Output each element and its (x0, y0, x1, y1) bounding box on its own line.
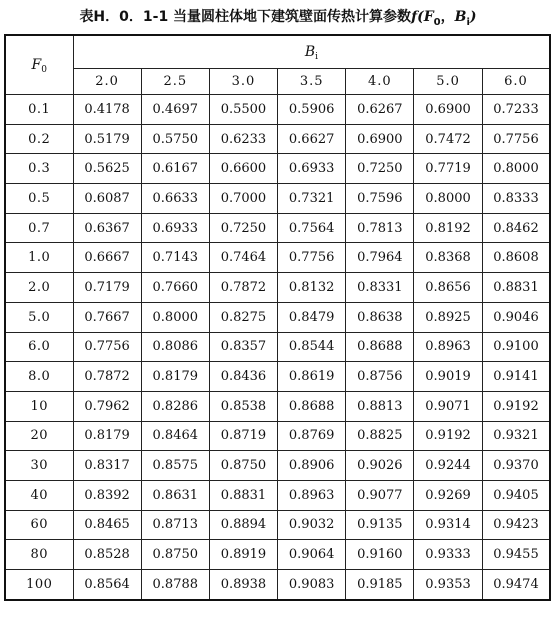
table-cell: 0.8000 (482, 154, 550, 184)
table-cell: 0.8528 (73, 540, 141, 570)
table-cell: 0.7179 (73, 273, 141, 303)
row-label-f0: 0.2 (5, 124, 73, 154)
table-cell: 0.8769 (278, 421, 346, 451)
table-cell: 0.4697 (141, 95, 209, 125)
table-cell: 0.8831 (482, 273, 550, 303)
row-header-var: F (31, 57, 42, 73)
table-cell: 0.9192 (482, 391, 550, 421)
table-cell: 0.8750 (141, 540, 209, 570)
table-cell: 0.7667 (73, 302, 141, 332)
table-title-prefix: 表H．0．1-1 当量圆柱体地下建筑壁面传热计算参数 (79, 9, 412, 25)
table-cell: 0.8464 (141, 421, 209, 451)
row-label-f0: 6.0 (5, 332, 73, 362)
table-cell: 0.8333 (482, 184, 550, 214)
table-cell: 0.9046 (482, 302, 550, 332)
table-title (0, 6, 556, 28)
table-cell: 0.6900 (346, 124, 414, 154)
table-cell: 0.8608 (482, 243, 550, 273)
table-cell: 0.7964 (346, 243, 414, 273)
row-label-f0: 20 (5, 421, 73, 451)
table-cell: 0.8825 (346, 421, 414, 451)
table-row (5, 184, 550, 214)
table-row (5, 95, 550, 125)
table-row (5, 362, 550, 392)
table-cell: 0.6627 (278, 124, 346, 154)
row-label-f0: 80 (5, 540, 73, 570)
column-header: 3.0 (209, 69, 277, 95)
table-cell: 0.9423 (482, 510, 550, 540)
table-cell: 0.5500 (209, 95, 277, 125)
table-cell: 0.9192 (414, 421, 482, 451)
table-cell: 0.8925 (414, 302, 482, 332)
header-row-group (5, 35, 550, 69)
table-cell: 0.8479 (278, 302, 346, 332)
table-cell: 0.8179 (141, 362, 209, 392)
table-cell: 0.7962 (73, 391, 141, 421)
table-cell: 0.9019 (414, 362, 482, 392)
table-cell: 0.6933 (278, 154, 346, 184)
table-row (5, 243, 550, 273)
table-cell: 0.7000 (209, 184, 277, 214)
table-cell: 0.7596 (346, 184, 414, 214)
table-cell: 0.8813 (346, 391, 414, 421)
table-title-function: f( (411, 9, 424, 25)
table-row (5, 302, 550, 332)
table-cell: 0.8179 (73, 421, 141, 451)
table-cell: 0.8392 (73, 480, 141, 510)
column-header: 2.5 (141, 69, 209, 95)
table-row (5, 124, 550, 154)
column-header-row (5, 69, 550, 95)
table-row (5, 540, 550, 570)
table-cell: 0.8963 (414, 332, 482, 362)
row-label-f0: 0.1 (5, 95, 73, 125)
table-cell: 0.8638 (346, 302, 414, 332)
parameter-table (4, 34, 551, 601)
row-label-f0: 2.0 (5, 273, 73, 303)
table-cell: 0.5750 (141, 124, 209, 154)
table-cell: 0.9141 (482, 362, 550, 392)
table-cell: 0.8132 (278, 273, 346, 303)
table-cell: 0.8688 (346, 332, 414, 362)
table-cell: 0.8656 (414, 273, 482, 303)
table-cell: 0.9244 (414, 451, 482, 481)
table-row (5, 213, 550, 243)
table-cell: 0.8631 (141, 480, 209, 510)
row-header-f0 (5, 35, 73, 95)
table-row (5, 451, 550, 481)
table-body (5, 95, 550, 600)
table-cell: 0.7872 (73, 362, 141, 392)
table-cell: 0.9083 (278, 570, 346, 600)
table-cell: 0.7233 (482, 95, 550, 125)
table-cell: 0.5625 (73, 154, 141, 184)
row-label-f0: 0.7 (5, 213, 73, 243)
row-label-f0: 40 (5, 480, 73, 510)
table-cell: 0.8564 (73, 570, 141, 600)
table-cell: 0.7756 (278, 243, 346, 273)
table-cell: 0.6633 (141, 184, 209, 214)
table-cell: 0.9160 (346, 540, 414, 570)
table-cell: 0.9474 (482, 570, 550, 600)
table-row (5, 154, 550, 184)
table-cell: 0.8713 (141, 510, 209, 540)
table-cell: 0.8963 (278, 480, 346, 510)
table-cell: 0.8719 (209, 421, 277, 451)
column-header: 3.5 (278, 69, 346, 95)
table-cell: 0.8831 (209, 480, 277, 510)
table-cell: 0.7250 (346, 154, 414, 184)
table-cell: 0.8331 (346, 273, 414, 303)
table-cell: 0.6667 (73, 243, 141, 273)
row-label-f0: 10 (5, 391, 73, 421)
table-cell: 0.9455 (482, 540, 550, 570)
table-cell: 0.7872 (209, 273, 277, 303)
table-cell: 0.8894 (209, 510, 277, 540)
table-title-var-b-subscript: i (466, 17, 470, 28)
table-cell: 0.9314 (414, 510, 482, 540)
table-cell: 0.5179 (73, 124, 141, 154)
table-cell: 0.7660 (141, 273, 209, 303)
table-title-var-f: F (423, 9, 434, 25)
row-label-f0: 0.3 (5, 154, 73, 184)
table-cell: 0.7250 (209, 213, 277, 243)
table-cell: 0.4178 (73, 95, 141, 125)
table-cell: 0.9064 (278, 540, 346, 570)
table-cell: 0.8919 (209, 540, 277, 570)
table-cell: 0.6267 (346, 95, 414, 125)
table-cell: 0.5906 (278, 95, 346, 125)
table-cell: 0.9032 (278, 510, 346, 540)
table-cell: 0.9405 (482, 480, 550, 510)
row-label-f0: 30 (5, 451, 73, 481)
table-cell: 0.7464 (209, 243, 277, 273)
table-cell: 0.6087 (73, 184, 141, 214)
table-cell: 0.9135 (346, 510, 414, 540)
table-title-close: ) (469, 9, 477, 25)
table-row (5, 332, 550, 362)
table-cell: 0.7564 (278, 213, 346, 243)
row-label-f0: 60 (5, 510, 73, 540)
table-cell: 0.8465 (73, 510, 141, 540)
table-cell: 0.6233 (209, 124, 277, 154)
column-group-var: B (304, 44, 316, 60)
table-cell: 0.9185 (346, 570, 414, 600)
table-title-var-f-subscript: 0 (433, 17, 441, 28)
table-cell: 0.9370 (482, 451, 550, 481)
table-cell: 0.9077 (346, 480, 414, 510)
table-cell: 0.8317 (73, 451, 141, 481)
column-group-header-bi (73, 35, 550, 69)
table-cell: 0.6367 (73, 213, 141, 243)
table-cell: 0.6167 (141, 154, 209, 184)
table-cell: 0.8688 (278, 391, 346, 421)
table-cell: 0.8192 (414, 213, 482, 243)
table-cell: 0.7321 (278, 184, 346, 214)
row-header-subscript: 0 (41, 65, 47, 75)
column-header: 5.0 (414, 69, 482, 95)
table-cell: 0.8906 (278, 451, 346, 481)
table-cell: 0.8368 (414, 243, 482, 273)
table-cell: 0.8357 (209, 332, 277, 362)
table-cell: 0.8750 (209, 451, 277, 481)
table-cell: 0.6900 (414, 95, 482, 125)
table-cell: 0.7813 (346, 213, 414, 243)
table-row (5, 510, 550, 540)
table-cell: 0.8286 (141, 391, 209, 421)
table-cell: 0.7472 (414, 124, 482, 154)
row-label-f0: 1.0 (5, 243, 73, 273)
table-cell: 0.9353 (414, 570, 482, 600)
row-label-f0: 8.0 (5, 362, 73, 392)
table-cell: 0.8756 (346, 362, 414, 392)
table-cell: 0.8938 (209, 570, 277, 600)
table-cell: 0.7719 (414, 154, 482, 184)
row-label-f0: 0.5 (5, 184, 73, 214)
row-label-f0: 5.0 (5, 302, 73, 332)
table-row (5, 570, 550, 600)
column-group-subscript: i (315, 52, 319, 62)
table-row (5, 421, 550, 451)
table-cell: 0.9321 (482, 421, 550, 451)
table-cell: 0.9100 (482, 332, 550, 362)
table-title-var-b: B (454, 9, 467, 25)
table-cell: 0.8619 (278, 362, 346, 392)
table-cell: 0.7756 (482, 124, 550, 154)
table-cell: 0.6600 (209, 154, 277, 184)
table-title-separator: ， (440, 9, 455, 25)
table-row (5, 273, 550, 303)
row-label-f0: 100 (5, 570, 73, 600)
table-cell: 0.8788 (141, 570, 209, 600)
table-cell: 0.8544 (278, 332, 346, 362)
table-cell: 0.8000 (414, 184, 482, 214)
column-header: 2.0 (73, 69, 141, 95)
table-cell: 0.8275 (209, 302, 277, 332)
table-cell: 0.8462 (482, 213, 550, 243)
table-cell: 0.8000 (141, 302, 209, 332)
table-cell: 0.7756 (73, 332, 141, 362)
column-header: 4.0 (346, 69, 414, 95)
table-cell: 0.9026 (346, 451, 414, 481)
table-row (5, 480, 550, 510)
table-cell: 0.7143 (141, 243, 209, 273)
table-cell: 0.8538 (209, 391, 277, 421)
table-cell: 0.8575 (141, 451, 209, 481)
table-cell: 0.9269 (414, 480, 482, 510)
table-cell: 0.6933 (141, 213, 209, 243)
table-cell: 0.9333 (414, 540, 482, 570)
table-cell: 0.9071 (414, 391, 482, 421)
table-cell: 0.8436 (209, 362, 277, 392)
table-row (5, 391, 550, 421)
column-header: 6.0 (482, 69, 550, 95)
table-cell: 0.8086 (141, 332, 209, 362)
